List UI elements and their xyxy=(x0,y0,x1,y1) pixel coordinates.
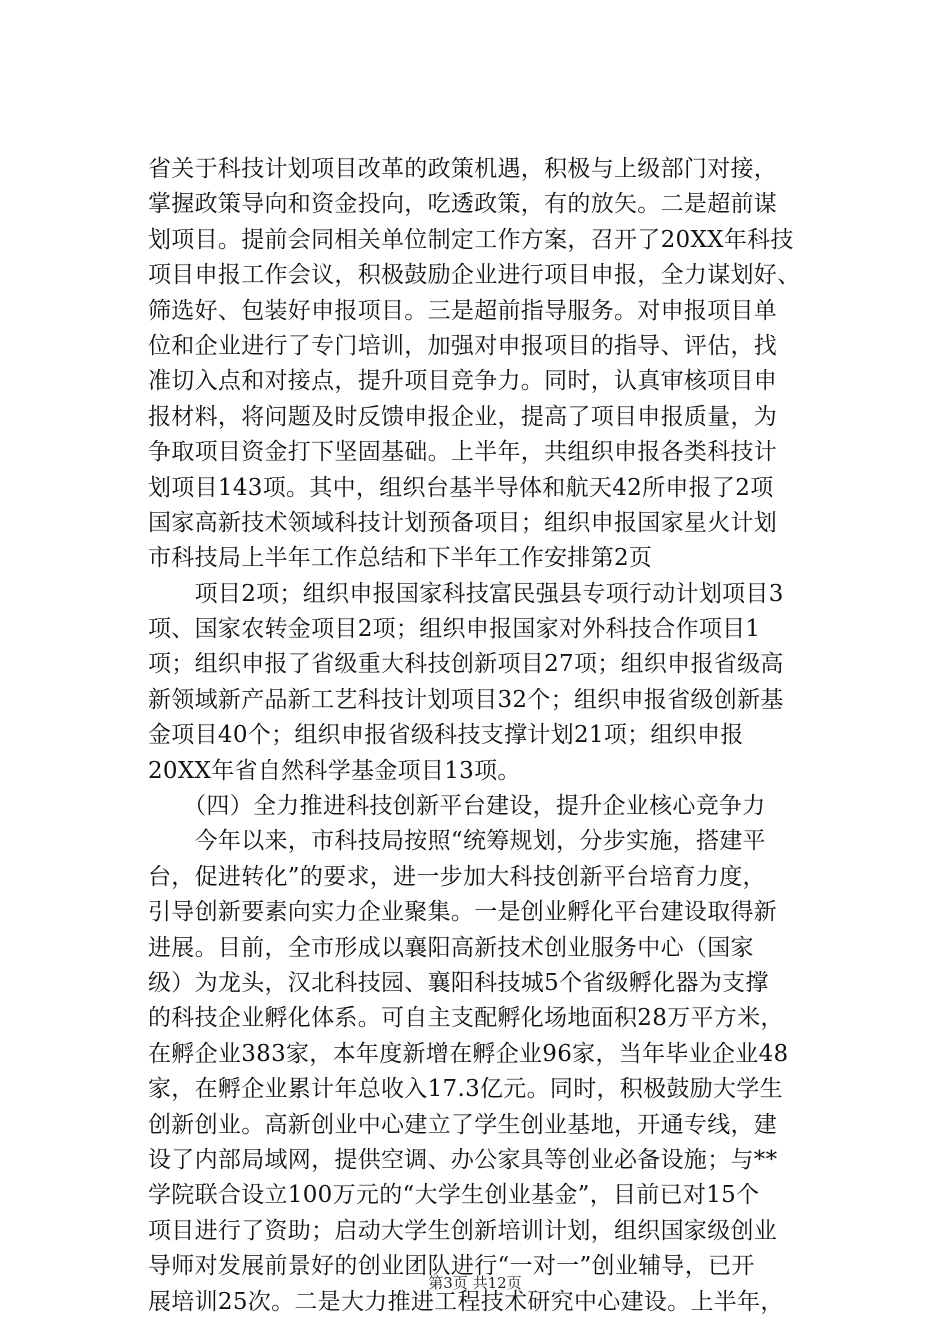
text-line: 创新创业。高新创业中心建立了学生创业基地，开通专线，建 xyxy=(148,1111,778,1138)
text-line: 台，促进转化”的要求，进一步加大科技创新平台培育力度， xyxy=(148,863,766,890)
text-line: 项目进行了资助；启动大学生创新培训计划，组织国家级创业 xyxy=(148,1217,778,1244)
text-line: 划项目。提前会同相关单位制定工作方案，召开了20XX年科技 xyxy=(148,226,794,253)
text-line: 今年以来，市科技局按照“统筹规划，分步实施，搭建平 xyxy=(148,828,766,855)
text-line: 学院联合设立100万元的“大学生创业基金”，目前已对15个 xyxy=(148,1182,760,1209)
text-line: 在孵企业383家，本年度新增在孵企业96家，当年毕业企业48 xyxy=(148,1040,789,1067)
text-line: 国家高新技术领域科技计划预备项目；组织申报国家星火计划 xyxy=(148,509,778,536)
text-line: 项目申报工作会议，积极鼓励企业进行项目申报，全力谋划好、 xyxy=(148,262,801,289)
document-body xyxy=(148,152,838,1320)
text-line: 项、国家农转金项目2项；组织申报国家对外科技合作项目1 xyxy=(148,616,761,643)
text-line: 项目2项；组织申报国家科技富民强县专项行动计划项目3 xyxy=(148,580,784,607)
text-line: 准切入点和对接点，提升项目竞争力。同时，认真审核项目申 xyxy=(148,368,778,395)
text-line: 划项目143项。其中，组织台基半导体和航天42所申报了2项 xyxy=(148,474,774,501)
text-line: 争取项目资金打下坚固基础。上半年，共组织申报各类科技计 xyxy=(148,439,778,466)
text-line: 报材料，将问题及时反馈申报企业，提高了项目申报质量，为 xyxy=(148,403,778,430)
text-line: 20XX年省自然科学基金项目13项。 xyxy=(148,757,521,784)
text-line: 金项目40个；组织申报省级科技支撑计划21项；组织申报 xyxy=(148,722,744,749)
text-line: 筛选好、包装好申报项目。三是超前指导服务。对申报项目单 xyxy=(148,297,778,324)
text-line: 进展。目前，全市形成以襄阳高新技术创业服务中心（国家 xyxy=(148,934,754,961)
text-line: 位和企业进行了专门培训，加强对申报项目的指导、评估，找 xyxy=(148,332,778,359)
page-footer: 第3页 共12页 xyxy=(428,1274,522,1292)
text-line: （四）全力推进科技创新平台建设，提升企业核心竞争力 xyxy=(148,793,766,820)
text-line: 级）为龙头，汉北科技园、襄阳科技城5个省级孵化器为支撑 xyxy=(148,969,769,996)
text-line: 设了内部局域网，提供空调、办公家具等创业必备设施；与** xyxy=(148,1146,778,1173)
text-line: 导师对发展前景好的创业团队进行“一对一”创业辅导，已开 xyxy=(148,1253,755,1280)
text-line: 的科技企业孵化体系。可自主支配孵化场地面积28万平方米， xyxy=(148,1005,784,1032)
text-line: 引导创新要素向实力企业聚集。一是创业孵化平台建设取得新 xyxy=(148,899,778,926)
text-line: 项；组织申报了省级重大科技创新项目27项；组织申报省级高 xyxy=(148,651,784,678)
text-line: 新领域新产品新工艺科技计划项目32个；组织申报省级创新基 xyxy=(148,686,784,713)
text-line: 展培训25次。二是大力推进工程技术研究中心建设。上半年， xyxy=(148,1288,784,1315)
text-line: 掌握政策导向和资金投向，吃透政策，有的放矢。二是超前谋 xyxy=(148,191,778,218)
text-line: 市科技局上半年工作总结和下半年工作安排第2页 xyxy=(148,545,653,572)
text-line: 家，在孵企业累计年总收入17.3亿元。同时，积极鼓励大学生 xyxy=(148,1076,783,1103)
text-line: 省关于科技计划项目改革的政策机遇，积极与上级部门对接， xyxy=(148,156,778,182)
